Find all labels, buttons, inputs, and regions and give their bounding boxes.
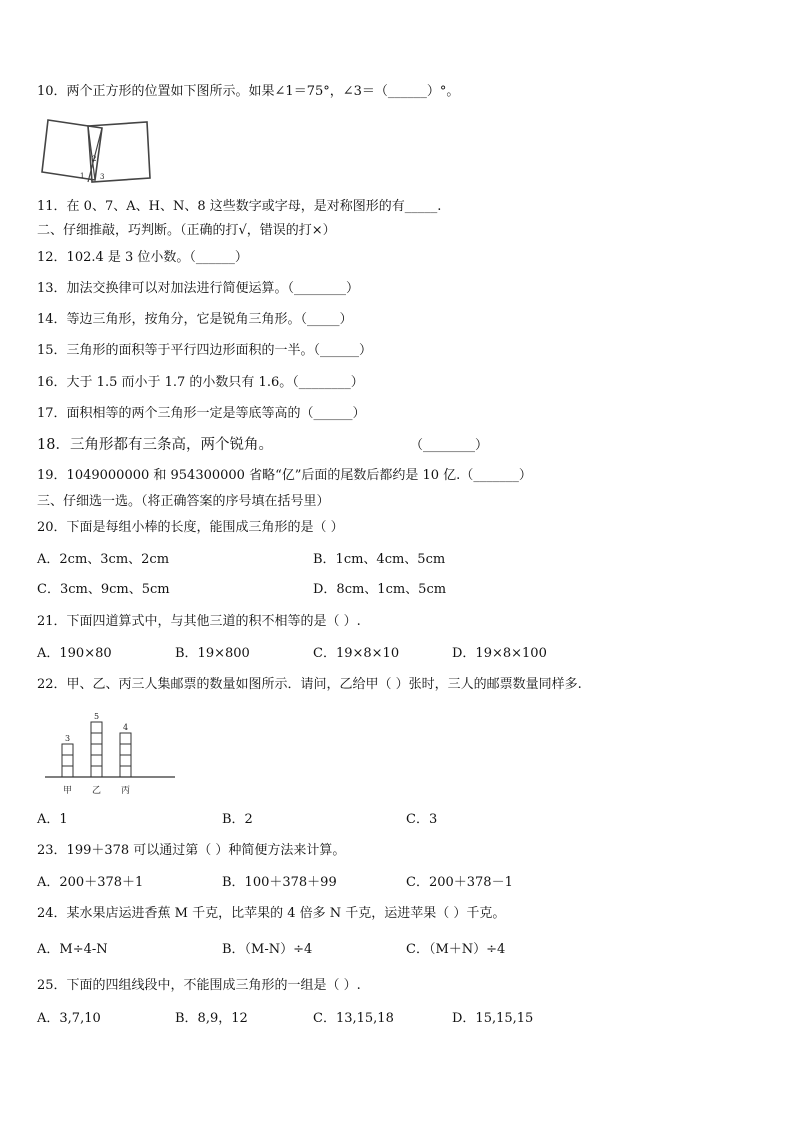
q22-option-c: C．3 bbox=[406, 812, 438, 827]
q20-option-c: C．3cm、9cm、5cm bbox=[37, 582, 170, 597]
stamp-bar-甲-cell bbox=[62, 766, 73, 777]
question-24: 24．某水果店运进香蕉 M 千克，比苹果的 4 倍多 N 千克，运进苹果（ ）千克。 bbox=[37, 906, 506, 921]
bar-value-label: 3 bbox=[64, 734, 71, 743]
question-16: 16．大于 1.5 而小于 1.7 的小数只有 1.6。（________） bbox=[37, 375, 364, 390]
stamp-bar-丙-cell bbox=[120, 766, 131, 777]
category-label: 乙 bbox=[91, 786, 102, 796]
q25-option-a: A．3,7,10 bbox=[37, 1011, 101, 1026]
angle-3-label: 3 bbox=[100, 173, 105, 181]
angle-1-label: 1 bbox=[80, 172, 85, 180]
q23-option-c: C．200＋378－1 bbox=[406, 875, 513, 890]
stamp-count-chart bbox=[40, 704, 180, 799]
question-23: 23．199＋378 可以通过第（ ）种简便方法来计算。 bbox=[37, 843, 346, 858]
question-17: 17．面积相等的两个三角形一定是等底等高的（______） bbox=[37, 406, 366, 421]
section-2-heading: 二、仔细推敲，巧判断。（正确的打√，错误的打×） bbox=[37, 223, 336, 238]
stamp-bar-甲-cell bbox=[62, 744, 73, 755]
question-18-blank: （________） bbox=[410, 438, 489, 453]
question-21: 21．下面四道算式中，与其他三道的积不相等的是（ ）. bbox=[37, 614, 361, 629]
question-18: 18．三角形都有三条高，两个锐角。 bbox=[37, 437, 273, 453]
q21-option-b: B．19×800 bbox=[175, 646, 250, 661]
q21-option-a: A．190×80 bbox=[37, 646, 112, 661]
question-19: 19．1049000000 和 954300000 省略“亿”后面的尾数后都约是 10 亿.（_______） bbox=[37, 468, 532, 483]
stamp-bar-丙-cell bbox=[120, 733, 131, 744]
question-22: 22．甲、乙、丙三人集邮票的数量如图所示．请问，乙给甲（ ）张时，三人的邮票数量同样多. bbox=[37, 677, 582, 692]
q25-option-c: C．13,15,18 bbox=[313, 1011, 394, 1026]
question-14: 14．等边三角形，按角分，它是锐角三角形。（_____） bbox=[37, 312, 353, 327]
question-10: 10．两个正方形的位置如下图所示。如果∠1＝75°，∠3＝（______）°。 bbox=[37, 84, 460, 99]
question-13: 13．加法交换律可以对加法进行简便运算。（________） bbox=[37, 281, 360, 296]
stamp-bar-乙-cell bbox=[91, 755, 102, 766]
q23-option-a: A．200＋378＋1 bbox=[37, 875, 144, 890]
q20-option-b: B．1cm、4cm、5cm bbox=[313, 552, 446, 567]
question-25: 25．下面的四组线段中，不能围成三角形的一组是（ ）. bbox=[37, 978, 361, 993]
category-label: 甲 bbox=[62, 786, 73, 796]
question-11: 11．在 0、7、A、H、N、8 这些数字或字母，是对称图形的有_____. bbox=[37, 199, 442, 214]
stamp-bar-丙-cell bbox=[120, 755, 131, 766]
stamp-bar-乙-cell bbox=[91, 766, 102, 777]
stamp-bar-乙-cell bbox=[91, 744, 102, 755]
q24-option-a: A．M÷4-N bbox=[37, 942, 108, 957]
q21-option-d: D．19×8×100 bbox=[452, 646, 547, 661]
q21-option-c: C．19×8×10 bbox=[313, 646, 400, 661]
stamp-bar-丙-cell bbox=[120, 744, 131, 755]
stamp-bar-乙-cell bbox=[91, 722, 102, 733]
q23-option-b: B．100＋378＋99 bbox=[222, 875, 337, 890]
stamp-bar-甲-cell bbox=[62, 755, 73, 766]
category-label: 丙 bbox=[120, 786, 131, 796]
q25-option-d: D．15,15,15 bbox=[452, 1011, 534, 1026]
question-20: 20．下面是每组小棒的长度，能围成三角形的是（ ） bbox=[37, 520, 344, 535]
squares-figure bbox=[40, 116, 155, 186]
q22-option-a: A．1 bbox=[37, 812, 68, 827]
question-15: 15．三角形的面积等于平行四边形面积的一半。（______） bbox=[37, 343, 373, 358]
bar-value-label: 5 bbox=[93, 712, 100, 721]
bar-value-label: 4 bbox=[122, 723, 129, 732]
q20-option-d: D．8cm、1cm、5cm bbox=[313, 582, 447, 597]
stamp-bar-乙-cell bbox=[91, 733, 102, 744]
q20-option-a: A．2cm、3cm、2cm bbox=[37, 552, 170, 567]
section-3-heading: 三、仔细选一选。（将正确答案的序号填在括号里） bbox=[37, 494, 330, 509]
q24-option-c: C．（M＋N）÷4 bbox=[406, 942, 506, 957]
q22-option-b: B．2 bbox=[222, 812, 253, 827]
question-12: 12．102.4 是 3 位小数。（______） bbox=[37, 250, 248, 265]
angle-2-label: 2 bbox=[92, 155, 97, 163]
q24-option-b: B．（M-N）÷4 bbox=[222, 942, 313, 957]
q25-option-b: B．8,9，12 bbox=[175, 1011, 248, 1026]
